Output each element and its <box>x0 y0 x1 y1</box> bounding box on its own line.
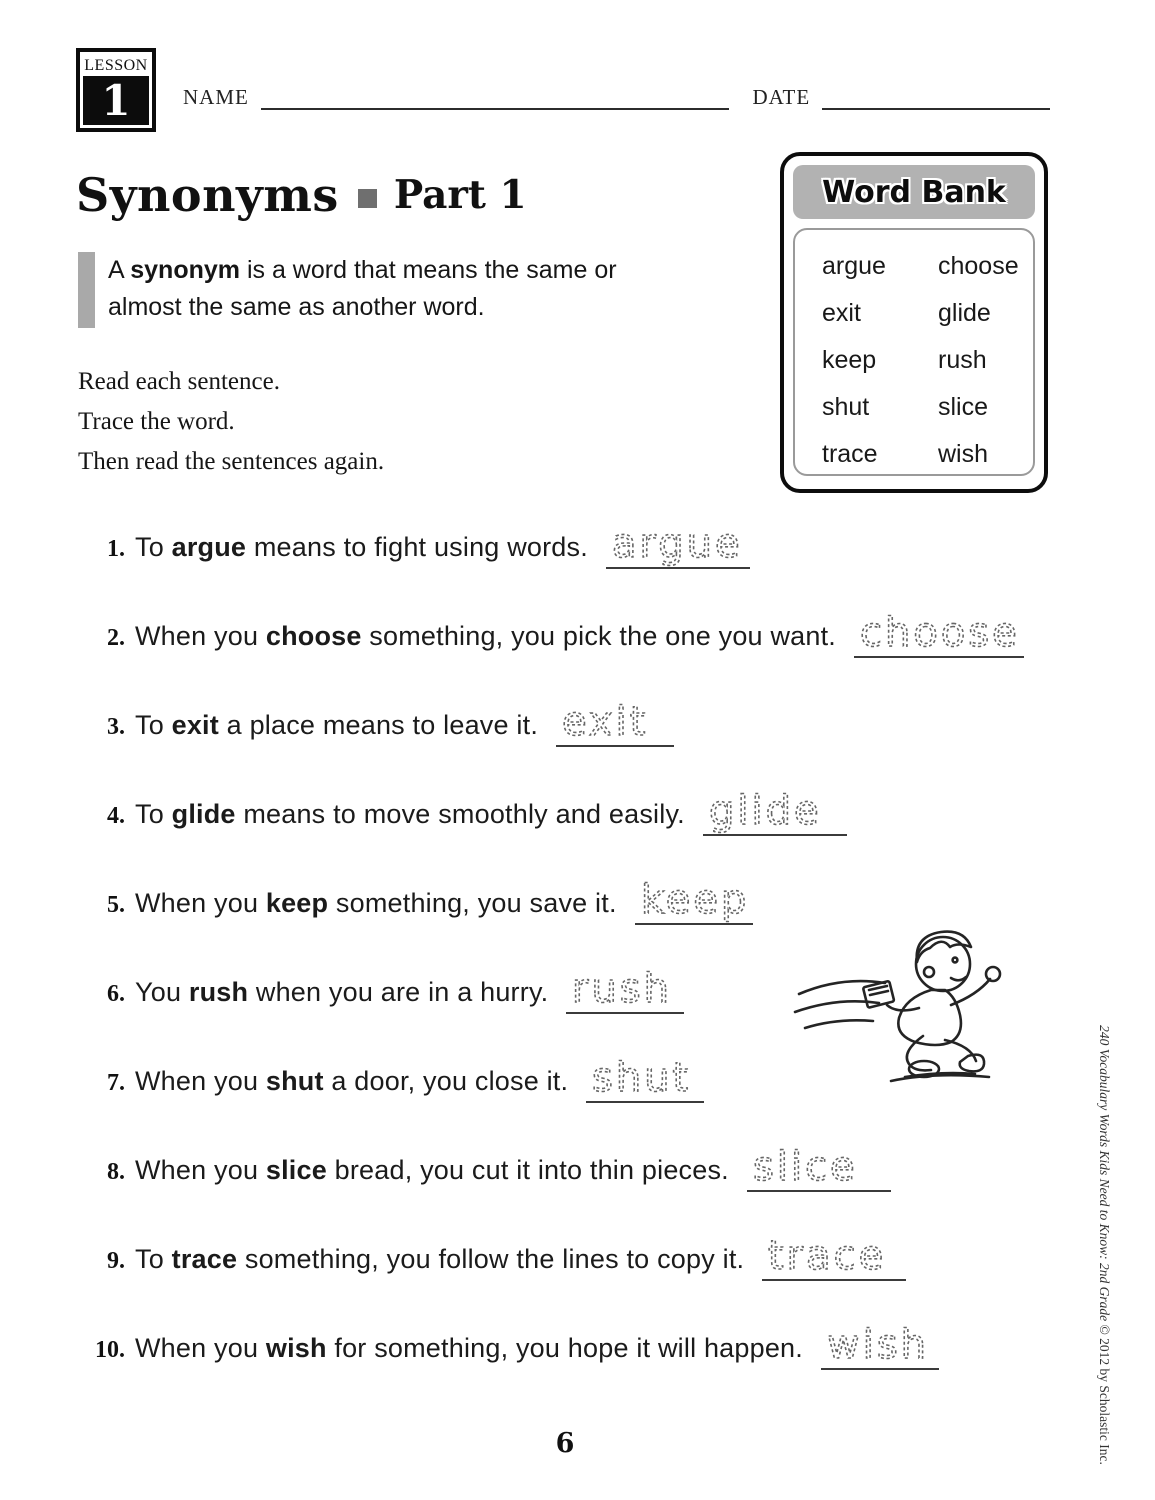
sentence-number: 3. <box>107 714 125 740</box>
instructions <box>78 362 384 482</box>
trace-word <box>556 695 674 747</box>
trace-word <box>606 517 750 569</box>
svg-text:trace: trace <box>768 1233 887 1279</box>
torso <box>898 990 961 1045</box>
sentence-row <box>76 517 1024 569</box>
word-bank-word: choose <box>938 252 1019 280</box>
lesson-label: LESSON <box>84 56 148 74</box>
word-bank-word: wish <box>938 440 989 468</box>
svg-text:argue: argue <box>611 521 743 567</box>
page-number: 6 <box>555 1428 575 1459</box>
front-hand <box>986 967 1000 981</box>
word-bank-word: rush <box>938 346 987 374</box>
sentence-text: When you keep something, you save it. <box>135 888 617 918</box>
instruction-line: Read each sentence. <box>78 368 280 395</box>
name-date-row <box>183 84 1050 110</box>
sentence-number: 7. <box>107 1070 125 1096</box>
smile <box>951 977 966 980</box>
word-bank-row <box>822 384 1033 431</box>
word-bank-word: slice <box>938 393 989 421</box>
svg-text:glide: glide <box>708 788 822 834</box>
definition-term: synonym <box>130 256 241 284</box>
definition-callout <box>78 252 658 328</box>
sentence-text: To argue means to fight using words. <box>135 532 588 562</box>
trace-word <box>747 1140 891 1192</box>
sentence-number: 1. <box>107 536 125 562</box>
running-boy-illustration <box>793 920 1003 1098</box>
speed-line <box>805 1020 873 1028</box>
word-bank-row <box>822 337 1033 384</box>
name-label: NAME <box>183 85 249 109</box>
trace-word <box>821 1318 939 1370</box>
page-title <box>76 168 527 222</box>
sentence-text: You rush when you are in a hurry. <box>135 977 549 1007</box>
sentence-text: When you wish for something, you hope it will happen. <box>135 1333 803 1363</box>
ear <box>924 967 934 977</box>
svg-text:exit: exit <box>562 699 649 745</box>
sentence-row <box>76 1229 1024 1281</box>
svg-text:shut: shut <box>592 1055 692 1101</box>
word-bank-row <box>822 431 1033 478</box>
sentence-row <box>76 873 1024 925</box>
lesson-badge <box>76 48 156 132</box>
word-bank-word: exit <box>822 299 861 327</box>
sentence-number: 10. <box>95 1337 125 1363</box>
trace-word <box>854 606 1024 658</box>
trace-word <box>566 962 684 1014</box>
sentence-row <box>76 695 1024 747</box>
title-part: Part 1 <box>393 172 527 218</box>
definition-text <box>108 252 638 328</box>
sentence-row <box>76 1140 1024 1192</box>
svg-text:choose: choose <box>860 610 1020 656</box>
svg-text:wish: wish <box>826 1322 929 1368</box>
name-blank-line <box>261 84 729 110</box>
book-lines <box>869 986 888 995</box>
definition-pre: A <box>108 256 131 284</box>
speed-line <box>799 981 885 994</box>
sentence-number: 9. <box>107 1248 125 1274</box>
word-bank <box>780 152 1048 493</box>
title-separator-square <box>358 189 377 208</box>
sentence-text: To glide means to move smoothly and easily. <box>135 799 685 829</box>
word-bank-word: shut <box>822 393 870 421</box>
word-bank-list <box>793 228 1035 476</box>
word-bank-title: Word Bank <box>793 165 1035 219</box>
svg-text:slice: slice <box>752 1144 858 1190</box>
sentence-row <box>76 784 1024 836</box>
eye <box>953 958 958 963</box>
sentence-row <box>76 1318 1024 1370</box>
front-arm <box>951 979 990 1005</box>
sentence-text: When you choose something, you pick the one you want. <box>135 621 836 651</box>
word-bank-row <box>822 290 1033 337</box>
svg-text:rush: rush <box>572 966 673 1012</box>
book-title: 240 Vocabulary Words Kids Need to Know: 2nd Grade <box>1097 1025 1112 1322</box>
title-main: Synonyms <box>76 168 339 222</box>
sentence-text: When you slice bread, you cut it into thin pieces. <box>135 1155 729 1185</box>
sentence-number: 5. <box>107 892 125 918</box>
date-blank-line <box>822 84 1050 110</box>
date-label: DATE <box>752 85 811 109</box>
sentence-number: 8. <box>107 1159 125 1185</box>
svg-text:keep: keep <box>640 877 750 923</box>
word-bank-word: keep <box>822 346 877 374</box>
word-bank-word: glide <box>938 299 991 327</box>
trace-word <box>635 873 753 925</box>
word-bank-word: trace <box>822 440 878 468</box>
trace-word <box>586 1051 704 1103</box>
copyright-sidebar <box>1096 1025 1112 1465</box>
sentence-number: 6. <box>107 981 125 1007</box>
sentence-text: When you shut a door, you close it. <box>135 1066 569 1096</box>
word-bank-word: argue <box>822 252 886 280</box>
copyright-text: © 2012 by Scholastic Inc. <box>1097 1324 1112 1465</box>
sentence-number: 2. <box>107 625 125 651</box>
sentence-text: To trace something, you follow the lines to copy it. <box>135 1244 745 1274</box>
instruction-line: Trace the word. <box>78 408 235 435</box>
trace-word <box>762 1229 906 1281</box>
sentence-text: To exit a place means to leave it. <box>135 710 539 740</box>
instruction-line: Then read the sentences again. <box>78 448 385 475</box>
definition-post: is a word that means the same or almost the same as another word. <box>108 256 617 321</box>
sentence-number: 4. <box>107 803 125 829</box>
lesson-number: 1 <box>83 76 149 125</box>
definition-bar <box>78 252 95 328</box>
front-shoe <box>960 1055 984 1072</box>
trace-word <box>703 784 847 836</box>
sentence-row <box>76 606 1024 658</box>
word-bank-row <box>822 243 1033 290</box>
